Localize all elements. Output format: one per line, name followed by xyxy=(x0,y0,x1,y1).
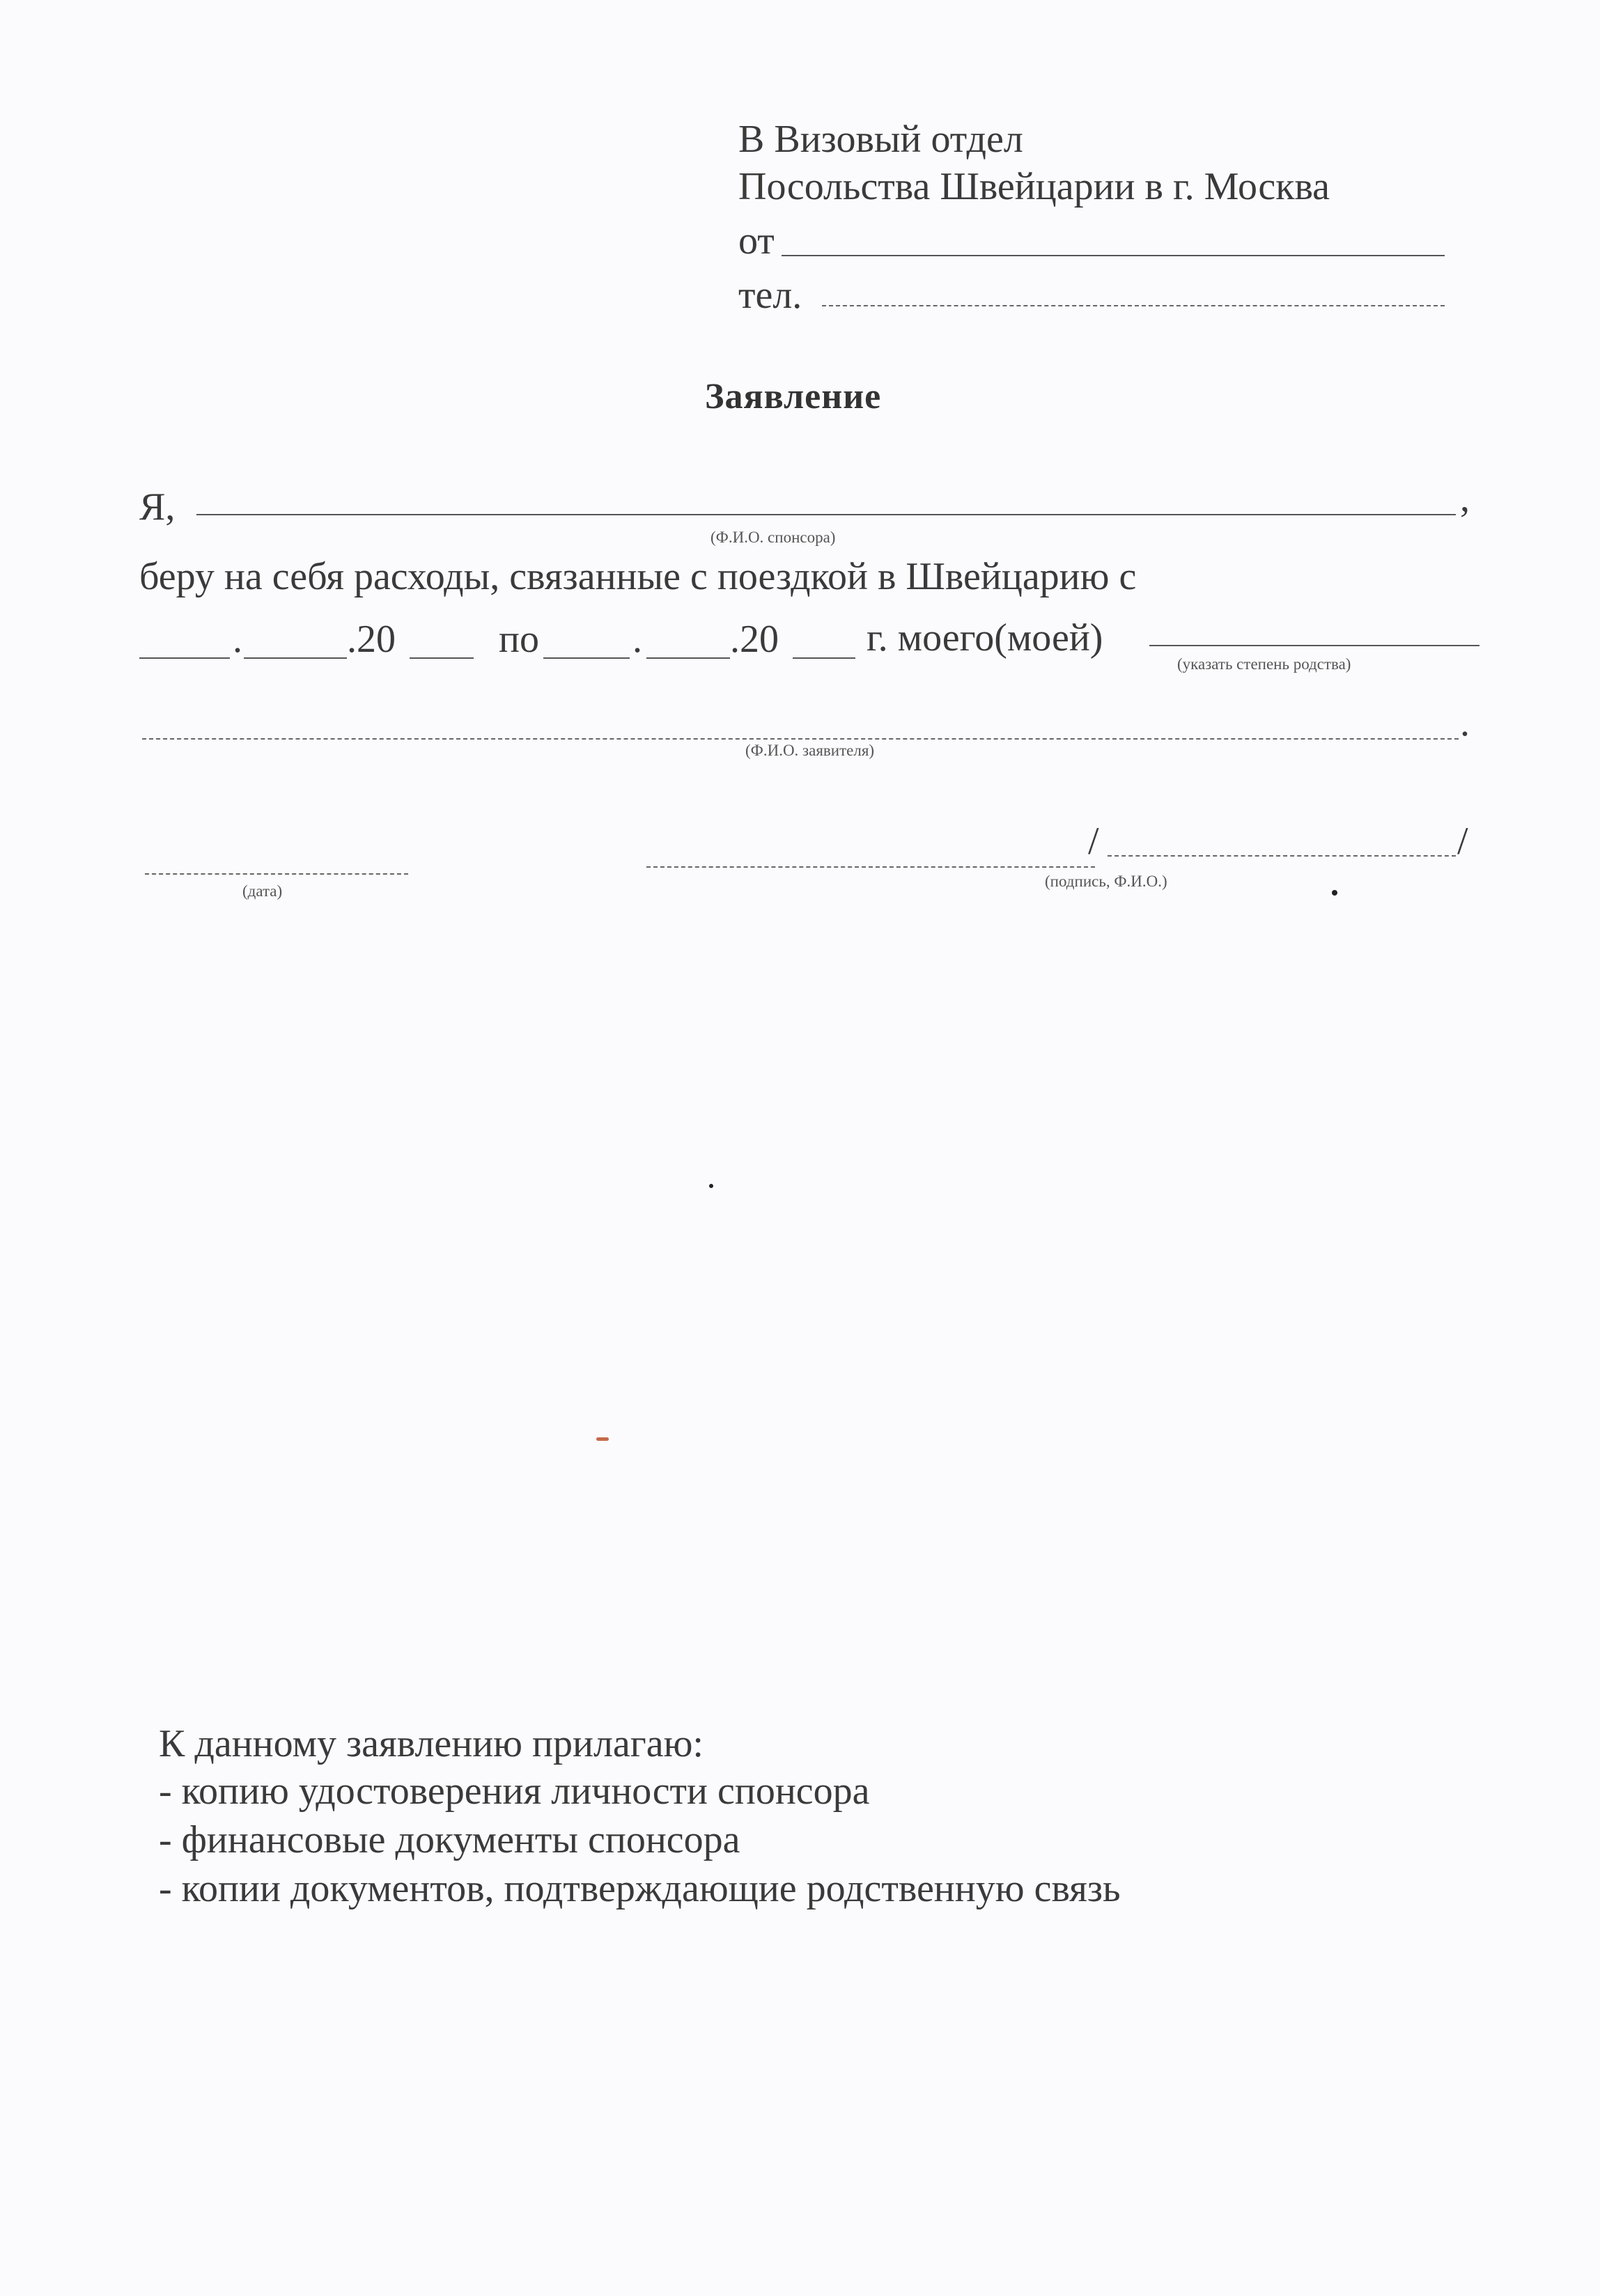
to-month-field[interactable] xyxy=(646,657,730,659)
phone-label: тел. xyxy=(738,274,802,317)
my-relative-label: г. моего(моей) xyxy=(867,616,1103,659)
attachments-heading: К данному заявлению прилагаю: xyxy=(159,1722,704,1765)
date-field[interactable] xyxy=(145,873,408,875)
attachment-item: - копию удостоверения личности спонсора xyxy=(159,1770,870,1813)
applicant-name-field[interactable] xyxy=(142,738,1459,740)
phone-field[interactable] xyxy=(822,305,1445,306)
sponsor-hint: (Ф.И.О. спонсора) xyxy=(710,529,836,546)
date-dot-2: . xyxy=(632,618,642,661)
signature-slash-2: / xyxy=(1457,820,1468,863)
i-label: Я, xyxy=(139,485,176,529)
signature-slash-1: / xyxy=(1088,820,1099,863)
comma: , xyxy=(1460,477,1470,520)
to-year-field[interactable] xyxy=(793,657,855,659)
scan-speck xyxy=(709,1184,713,1188)
sign-hint: (подпись, Ф.И.О.) xyxy=(1045,873,1167,890)
expenses-text: беру на себя расходы, связанные с поездкой в Швейцарию с xyxy=(139,555,1137,598)
signature-field[interactable] xyxy=(646,866,1095,868)
year-prefix-1: .20 xyxy=(347,618,396,661)
from-day-field[interactable] xyxy=(139,657,230,659)
sponsor-name-field[interactable] xyxy=(196,514,1456,515)
document-title: Заявление xyxy=(705,377,882,416)
attachment-item: - финансовые документы спонсора xyxy=(159,1818,740,1861)
scan-speck xyxy=(596,1437,609,1441)
from-year-field[interactable] xyxy=(410,657,474,659)
from-field[interactable] xyxy=(782,255,1445,256)
relation-hint: (указать степень родства) xyxy=(1177,655,1351,673)
relation-field[interactable] xyxy=(1149,645,1479,646)
to-day-field[interactable] xyxy=(543,657,630,659)
from-month-field[interactable] xyxy=(244,657,347,659)
attachment-item: - копии документов, подтверждающие родственную связь xyxy=(159,1867,1121,1910)
date-hint: (дата) xyxy=(242,882,283,900)
recipient-line-1: В Визовый отдел xyxy=(738,118,1023,161)
recipient-line-2: Посольства Швейцарии в г. Москва xyxy=(738,165,1330,208)
from-label: от xyxy=(738,219,775,263)
scan-speck xyxy=(1332,890,1337,896)
period: . xyxy=(1460,701,1470,744)
year-prefix-2: .20 xyxy=(730,618,779,661)
signer-name-field[interactable] xyxy=(1108,855,1456,857)
date-dot-1: . xyxy=(233,618,242,661)
applicant-hint: (Ф.И.О. заявителя) xyxy=(745,742,875,759)
to-label: по xyxy=(499,618,539,661)
